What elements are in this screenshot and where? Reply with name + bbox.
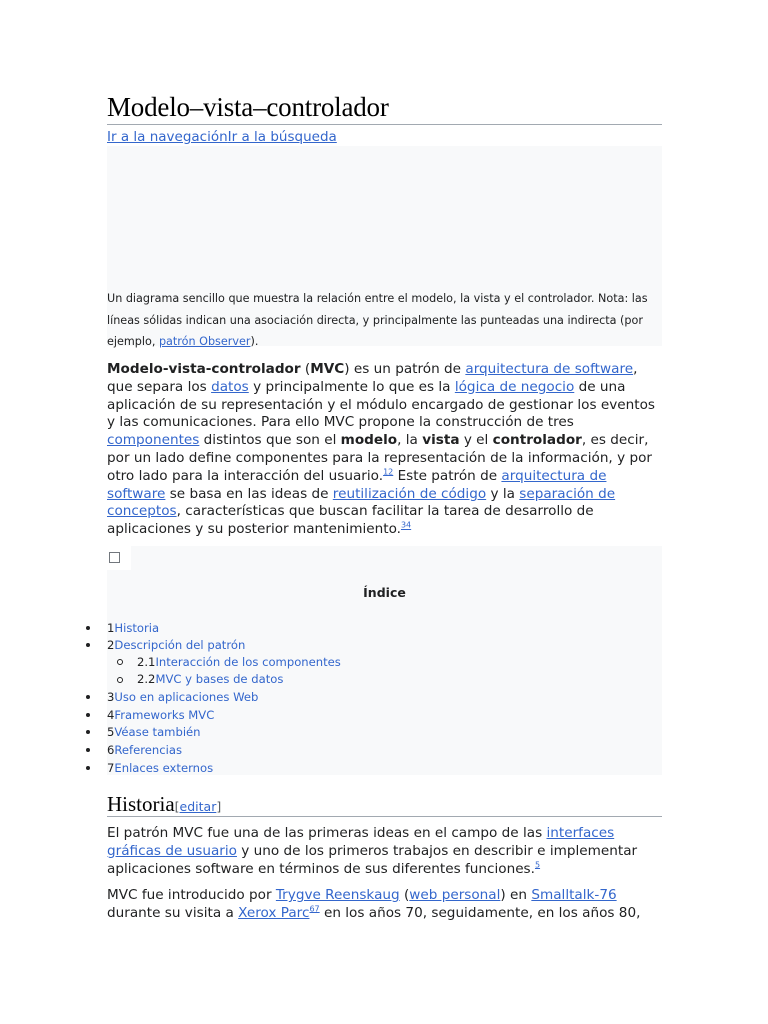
toc-item-interaccion[interactable]: 2.1Interacción de los componentes: [137, 655, 341, 669]
toc-item-enlaces[interactable]: 7Enlaces externos: [107, 761, 214, 775]
link-reutilizacion-codigo[interactable]: reutilización de código: [332, 485, 487, 502]
historia-paragraph-2: MVC fue introducido por Trygve Reenskaug (web personal) en Smalltalk-76 durante su visita a Xerox Parc$^{67}$ en los años 70, seguidamente, en los años 80,: [107, 887, 641, 921]
skip-to-navigation-link[interactable]: Ir a la navegación: [107, 129, 228, 145]
toc-bullet: [86, 626, 90, 630]
toc-bullet: [86, 695, 90, 699]
link-logica-negocio[interactable]: lógica de negocio: [454, 378, 575, 395]
intro-paragraph: Modelo-vista-controlador (MVC) es un patrón de arquitectura de software, que separa los datos y principalmente lo que es la lógica de negocio de una aplicación de su representación y el módulo encargado de gestionar los eventos y las comunicaciones. Para ello MVC propone la construcción de tres componentes distintos que son el modelo, la vista y el controlador, es decir, por un lado define componentes para la representación de la información, y por otro lado para la interacción del usuario.$^{12}$ Este patrón de arquitectura de software se basa en las ideas de reutilización de código y la separación de conceptos, características que buscan facilitar la tarea de desarrollo de aplicaciones y su posterior mantenimiento.$^{34}$: [107, 361, 655, 538]
caption-link-observer[interactable]: patrón Observer: [158, 335, 251, 348]
toc-item-uso-web[interactable]: 3Uso en aplicaciones Web: [107, 690, 259, 704]
ref-link-34[interactable]: 34: [400, 520, 412, 530]
link-web-personal[interactable]: web personal: [409, 887, 501, 903]
toc-item-descripcion[interactable]: 2Descripción del patrón: [107, 638, 246, 652]
skip-to-search-link[interactable]: Ir a la búsqueda: [227, 129, 337, 145]
caption-end: ).: [250, 335, 259, 348]
title-divider: [107, 124, 662, 125]
page-title: Modelo–vista–controlador: [107, 92, 389, 122]
term-vista: vista: [422, 432, 460, 449]
figure-caption: [107, 288, 662, 353]
toc-bullet: [86, 713, 90, 717]
link-arquitectura-software[interactable]: arquitectura de software: [465, 361, 634, 377]
term-controlador: controlador: [492, 432, 582, 449]
toc-sub-bullet: [117, 659, 123, 665]
toc-sub-bullet: [117, 677, 123, 683]
link-interfaces-graficas[interactable]: interfaces gráficas de usuario: [107, 825, 615, 859]
link-xerox-parc[interactable]: Xerox Parc: [238, 904, 310, 921]
caption-text: Un diagrama sencillo que muestra la relación entre el modelo, la vista y el controlador. Nota: las líneas sólidas indican una asociación directa, y principalmente las punteadas una indirecta (por ejemplo,: [107, 292, 648, 348]
edit-section: [editar]: [174, 799, 222, 814]
link-separacion-conceptos[interactable]: separación de conceptos: [107, 485, 616, 520]
term-mvc: Modelo-vista-controlador: [107, 361, 301, 377]
toc-item-historia[interactable]: 1Historia: [107, 621, 160, 635]
toc-bullet: [86, 643, 90, 647]
link-datos[interactable]: datos: [211, 378, 249, 395]
ref-link-67[interactable]: 67: [309, 904, 320, 914]
link-smalltalk-76[interactable]: Smalltalk-76: [531, 887, 617, 903]
toc-bullet: [86, 748, 90, 752]
historia-paragraph-1: El patrón MVC fue una de las primeras ideas en el campo de las interfaces gráficas de usuario y uno de los primeros trabajos en describir e implementar aplicaciones software en términos de sus diferentes funciones.$^5$: [107, 825, 638, 877]
toc-toggle-checkbox[interactable]: [109, 552, 120, 563]
toc-item-frameworks[interactable]: 4Frameworks MVC: [107, 708, 215, 722]
toc-title: Índice: [363, 585, 406, 600]
term-modelo: modelo: [340, 432, 398, 449]
link-arquitectura-software-2[interactable]: arquitectura de software: [107, 467, 607, 502]
toc-item-vease[interactable]: 5Véase también: [107, 725, 201, 739]
abbr-mvc: MVC: [310, 361, 345, 377]
link-componentes[interactable]: componentes: [107, 432, 200, 449]
ref-link-5[interactable]: 5: [534, 860, 541, 870]
section-heading-historia: Historia[editar]: [107, 792, 222, 816]
toc-bullet: [86, 730, 90, 734]
section-divider: [107, 816, 662, 817]
toc-item-mvc-bd[interactable]: 2.2MVC y bases de datos: [137, 672, 284, 686]
toc-item-referencias[interactable]: 6Referencias: [107, 743, 183, 757]
ref-link-12[interactable]: 12: [383, 467, 394, 477]
edit-section-link[interactable]: editar: [179, 799, 217, 814]
toc-gutter: [80, 598, 107, 775]
toc-bullet: [86, 766, 90, 770]
skip-links: [107, 128, 337, 146]
link-trygve-reenskaug[interactable]: Trygve Reenskaug: [275, 887, 400, 903]
